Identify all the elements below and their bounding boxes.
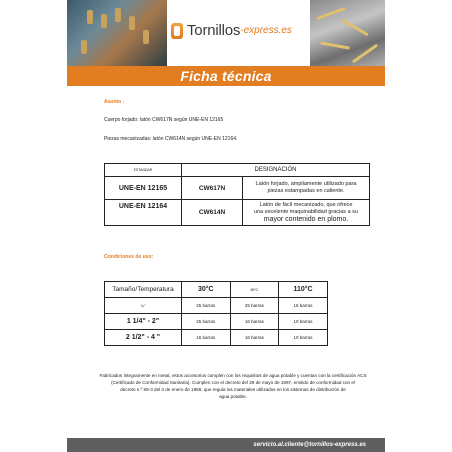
- column-header-designation: DESIGNACIÓN: [182, 164, 370, 177]
- column-header-standard: ESTANDAR: [105, 164, 182, 177]
- footer-bar: [67, 438, 385, 452]
- column-header-temp-1: 30°C: [182, 282, 231, 298]
- bolt-logo-icon: [171, 23, 183, 39]
- asunto-line-2: Piezas mecanizadas: latón CW614N según UNE-EN 12164.: [104, 136, 238, 142]
- size-cell: 1 1/4" - 2": [105, 314, 182, 330]
- standards-table: [104, 163, 370, 226]
- photo-detail: [115, 8, 121, 22]
- value-cell: 16 barras: [230, 314, 279, 330]
- table-header-row: [105, 164, 370, 177]
- table-row: [105, 330, 328, 346]
- conditions-label: Condiciones de uso:: [104, 254, 154, 260]
- brand-logo: [171, 22, 292, 39]
- footnote-line: decreto n.º 89-3 del 3 de enero de 1989, que regula los materiales utilizados en los sistemas de distribución de: [120, 387, 346, 392]
- description-line: Latón forjado, ampliamente utilizado para: [255, 181, 357, 187]
- description-line: Latón de fácil mecanizado, que ofrece: [259, 202, 353, 208]
- title-banner: [67, 66, 385, 86]
- table-header-row: [105, 282, 328, 298]
- screws-photo: [310, 0, 385, 66]
- value-cell: 10 barras: [279, 314, 328, 330]
- description-line: piezas estampadas en caliente.: [267, 188, 345, 194]
- value-cell: 16 barras: [279, 298, 328, 314]
- value-cell: 10 barras: [279, 330, 328, 346]
- asunto-line-1: Cuerpo forjado: latón CW617N según UNE-EN 12165: [104, 117, 224, 123]
- value-cell: 16 barras: [182, 330, 231, 346]
- value-cell: 25 barras: [230, 298, 279, 314]
- certification-footnote: [86, 372, 380, 400]
- photo-detail: [101, 14, 107, 28]
- column-header-temp-3: 110°C: [279, 282, 328, 298]
- alloy-cell: CW617N: [182, 177, 243, 200]
- size-cell: 2 1/2" - 4 ": [105, 330, 182, 346]
- description-cell: [243, 200, 370, 226]
- table-row: [105, 314, 328, 330]
- contact-email: servicio.al.cliente@tornillos-express.es: [253, 442, 366, 448]
- standard-cell: UNE-EN 12165: [105, 177, 182, 200]
- table-row: [105, 177, 370, 200]
- table-row: [105, 298, 328, 314]
- logo-main-text: Tornillos: [187, 22, 241, 39]
- photo-detail: [143, 30, 149, 44]
- value-cell: 25 barras: [182, 314, 231, 330]
- description-cell: [243, 177, 370, 200]
- value-cell: 16 barras: [230, 330, 279, 346]
- page-title: Ficha técnica: [180, 68, 272, 84]
- photo-detail: [81, 40, 87, 54]
- photo-detail: [87, 10, 93, 24]
- asunto-label: Asunto :: [104, 99, 125, 105]
- description-line: una excelente maquinabilidad gracias a su: [254, 209, 358, 215]
- description-emphasis: mayor contenido en plomo.: [263, 216, 349, 223]
- tools-photo: [67, 0, 167, 66]
- standard-cell: UNE-EN 12164: [105, 200, 182, 226]
- photo-detail: [316, 7, 345, 20]
- footnote-line: agua potable.: [219, 394, 247, 399]
- logo-sub-text: -express.es: [240, 25, 292, 36]
- photo-detail: [320, 41, 350, 49]
- table-row: [105, 200, 370, 226]
- footnote-line: (Certificado de Conformidad Sanitaria). Cumplen con el decreto del 29 de mayo de 1997, emitido de conformidad con el: [111, 380, 355, 385]
- photo-detail: [352, 44, 378, 64]
- column-header-size-temperature: Tamaño/Temperatura: [105, 282, 182, 298]
- footnote-line: Fabricados íntegramente en metal, estos accesorios cumplen con los requisitos de agua potable y cuentan con la certificación ACS: [99, 373, 367, 378]
- header: [67, 0, 385, 66]
- size-cell: ¼": [105, 298, 182, 314]
- alloy-cell: CW614N: [182, 200, 243, 226]
- conditions-table: [104, 281, 328, 346]
- value-cell: 25 barras: [182, 298, 231, 314]
- photo-detail: [129, 16, 135, 30]
- column-header-temp-2: 65ºC: [230, 282, 279, 298]
- photo-detail: [341, 19, 368, 37]
